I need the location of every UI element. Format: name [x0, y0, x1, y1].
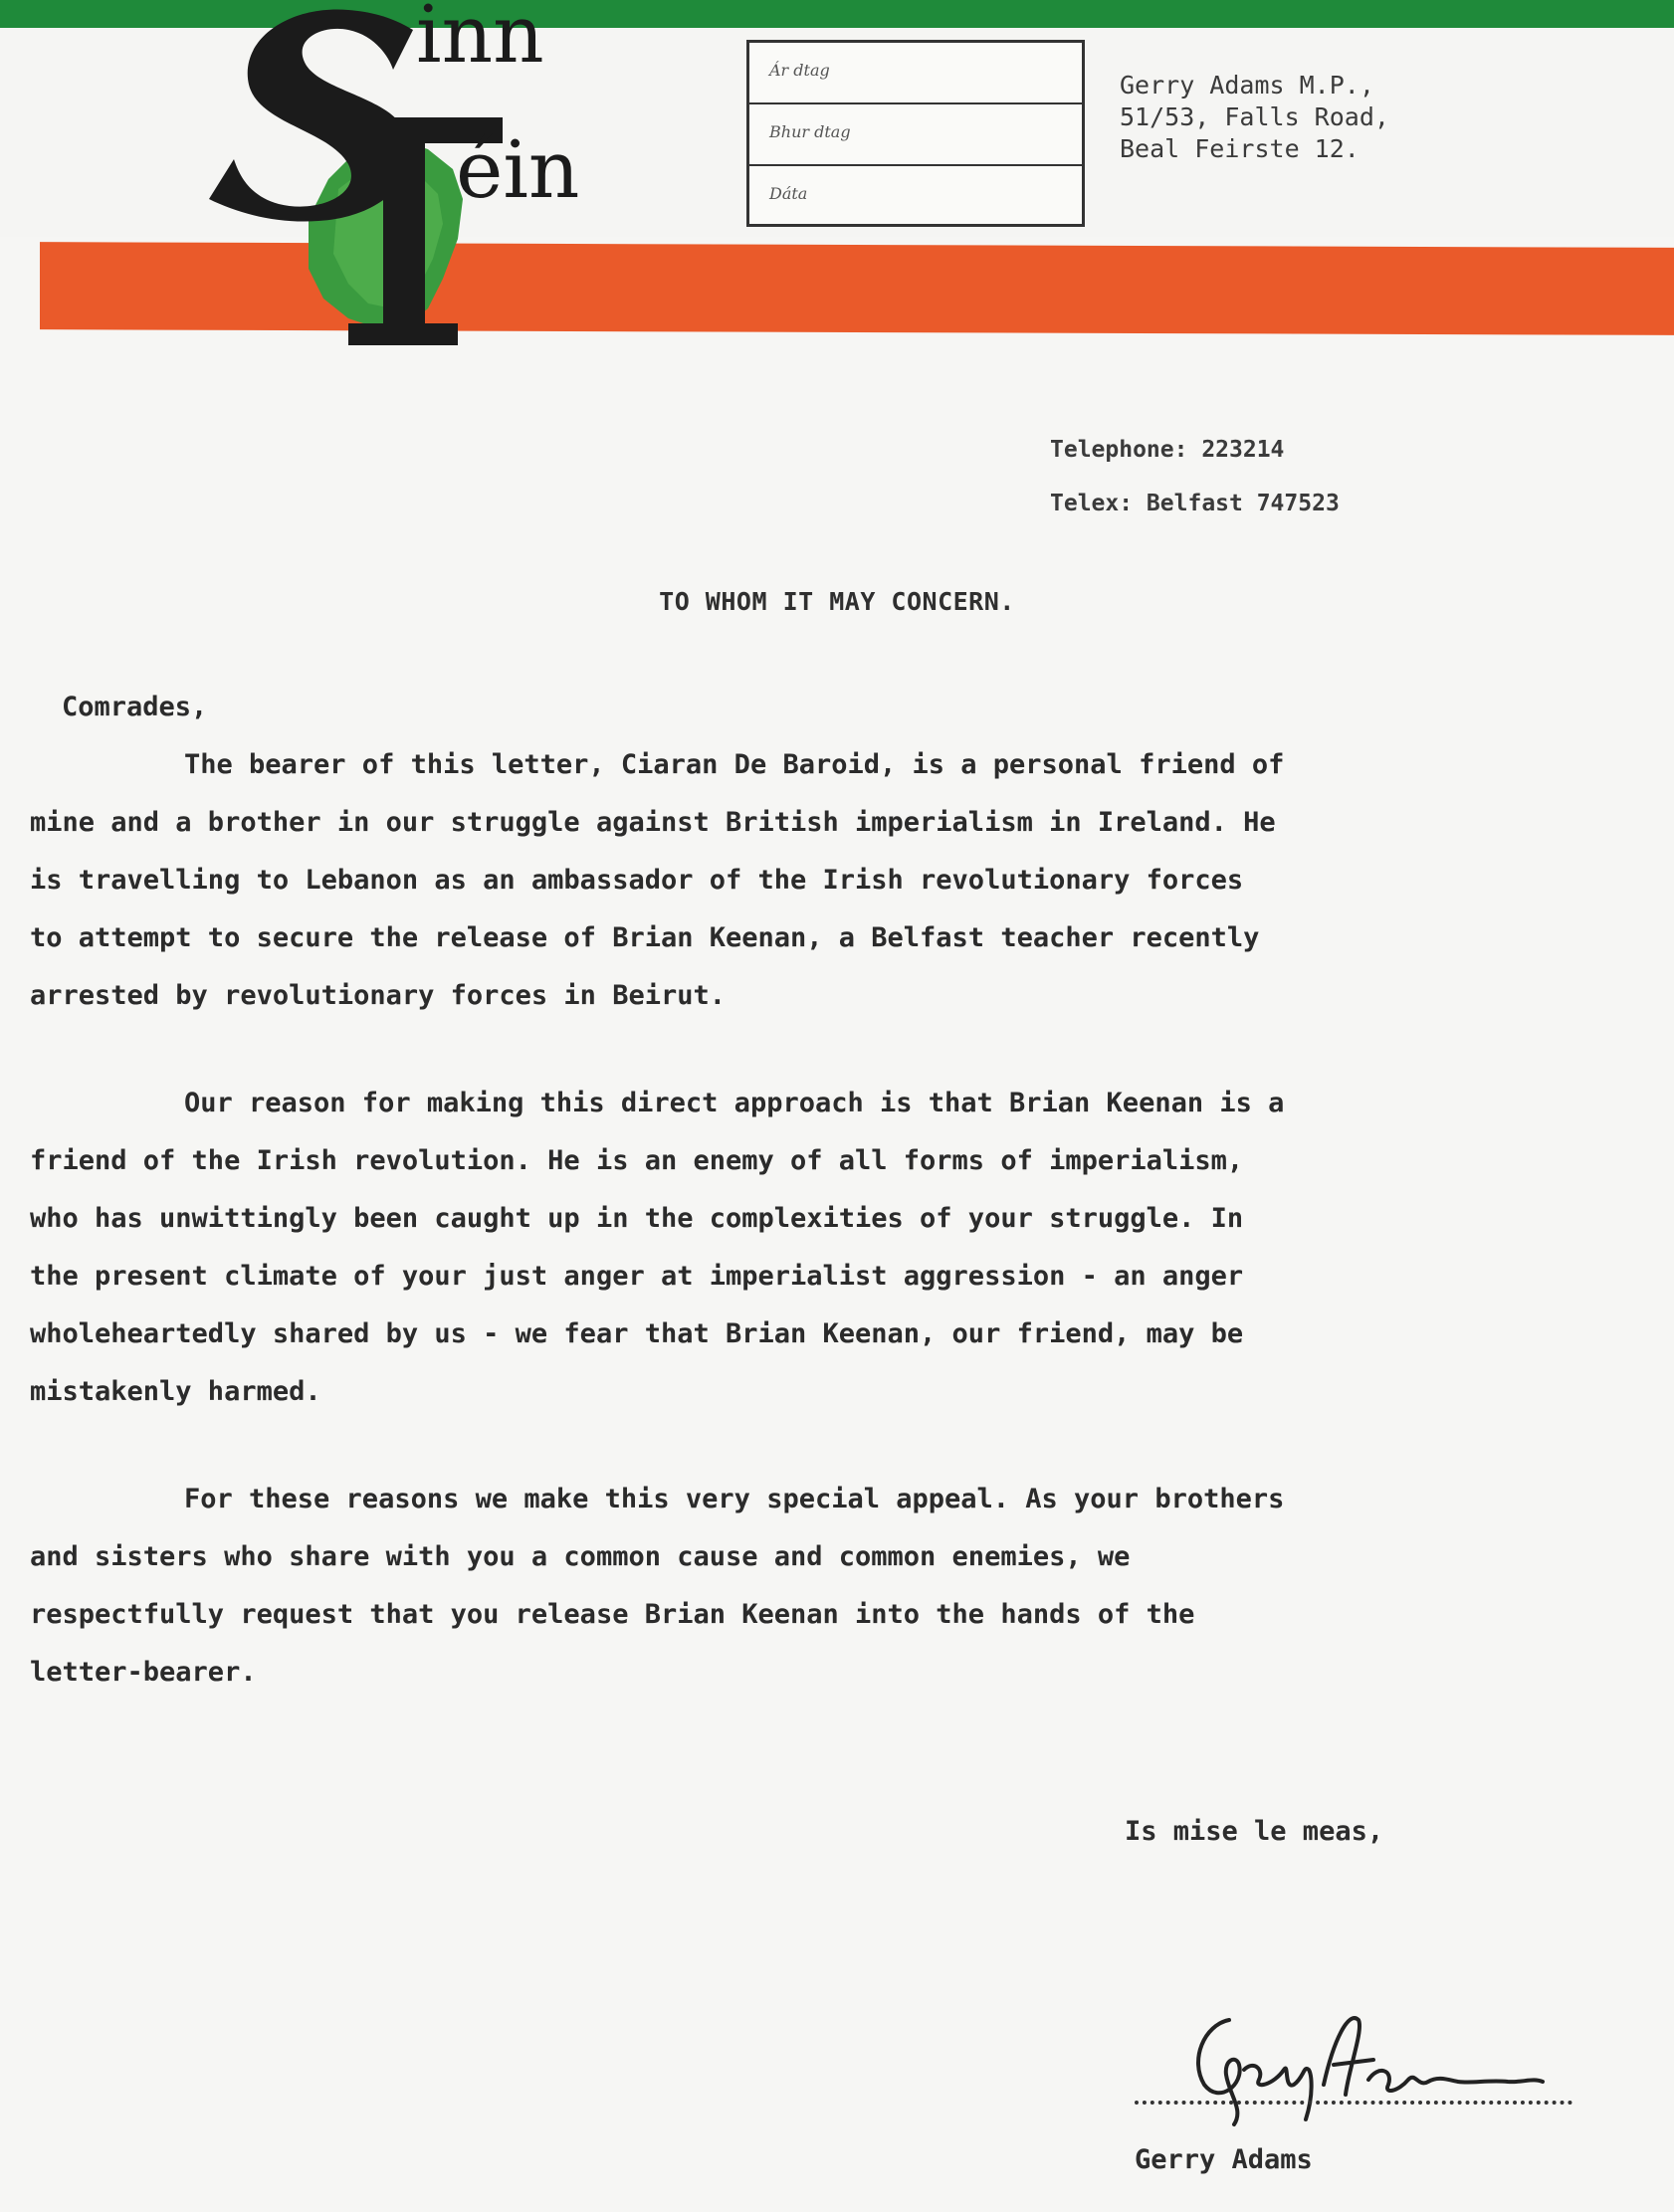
- paragraph-line: friend of the Irish revolution. He is an enemy of all forms of imperialism,: [30, 1145, 1244, 1176]
- paragraph-1: [30, 736, 1582, 1025]
- reference-label: Ár dtag: [769, 61, 830, 80]
- closing: Is mise le meas,: [1125, 1816, 1384, 1847]
- svg-text:inn: inn: [416, 0, 544, 81]
- reference-label: Dáta: [769, 184, 808, 203]
- letter-heading: TO WHOM IT MAY CONCERN.: [659, 587, 1015, 616]
- letterhead: [0, 0, 1674, 358]
- paragraph-2: [30, 1075, 1582, 1421]
- reference-row-your-ref: [749, 104, 1082, 166]
- contact-block: [1050, 423, 1340, 530]
- line-text: For these reasons we make this very special appeal. As your brothers: [184, 1484, 1285, 1514]
- paragraph-line: arrested by revolutionary forces in Beirut.: [30, 980, 726, 1011]
- paragraph-line: is travelling to Lebanon as an ambassador of the Irish revolutionary forces: [30, 865, 1244, 896]
- paragraph-line: [30, 736, 1582, 794]
- paragraph-line: wholeheartedly shared by us - we fear that Brian Keenan, our friend, may be: [30, 1318, 1244, 1349]
- sender-address: [1120, 70, 1389, 165]
- reference-box: [746, 40, 1085, 227]
- paragraph-line: who has unwittingly been caught up in the complexities of your struggle. In: [30, 1203, 1244, 1234]
- paragraph-line: [30, 1075, 1582, 1132]
- svg-text:éin: éin: [456, 123, 580, 216]
- letter-body: [30, 692, 1582, 1702]
- paragraph-line: respectfully request that you release Brian Keenan into the hands of the: [30, 1599, 1195, 1630]
- paragraph-line: mine and a brother in our struggle against British imperialism in Ireland. He: [30, 807, 1276, 838]
- telex: Telex: Belfast 747523: [1050, 491, 1340, 516]
- paragraph-line: and sisters who share with you a common cause and common enemies, we: [30, 1541, 1131, 1572]
- reference-row-our-ref: [749, 43, 1082, 104]
- paragraph-gap: [30, 1421, 1582, 1471]
- paragraph-line: mistakenly harmed.: [30, 1376, 321, 1407]
- salutation: Comrades,: [62, 692, 208, 722]
- address-line: 51/53, Falls Road,: [1120, 102, 1389, 131]
- paragraph-gap: [30, 1025, 1582, 1075]
- paragraph-line: to attempt to secure the release of Brian Keenan, a Belfast teacher recently: [30, 922, 1260, 953]
- signer-name: Gerry Adams: [1135, 2144, 1313, 2175]
- address-line: Gerry Adams M.P.,: [1120, 71, 1374, 100]
- paragraph-line: [30, 1471, 1582, 1528]
- sinn-fein-logo: [199, 0, 677, 363]
- paragraph-line: letter-bearer.: [30, 1657, 257, 1688]
- reference-row-date: [749, 166, 1082, 228]
- line-text: The bearer of this letter, Ciaran De Baroid, is a personal friend of: [184, 749, 1285, 780]
- signature-line: [1135, 2095, 1572, 2105]
- address-line: Beal Feirste 12.: [1120, 134, 1360, 163]
- handwritten-signature: [1135, 2000, 1592, 2139]
- telephone: Telephone: 223214: [1050, 437, 1285, 463]
- paragraph-line: the present climate of your just anger at imperialist aggression - an anger: [30, 1261, 1244, 1292]
- paragraph-3: [30, 1471, 1582, 1702]
- line-text: Our reason for making this direct approach is that Brian Keenan is a: [184, 1088, 1285, 1118]
- reference-label: Bhur dtag: [769, 122, 851, 141]
